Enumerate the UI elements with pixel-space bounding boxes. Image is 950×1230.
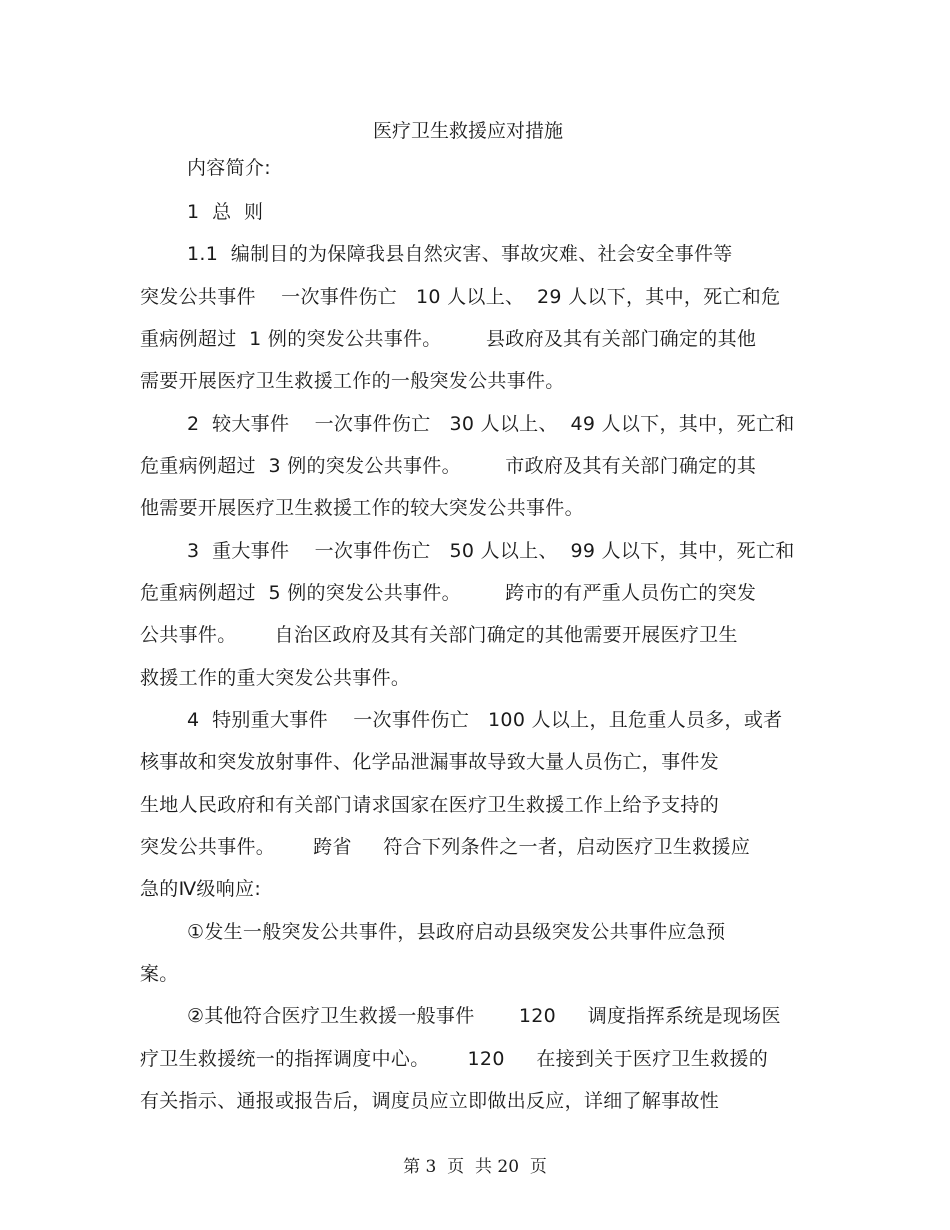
- text-line: 疗卫生救援统一的指挥调度中心。 120 在接到关于医疗卫生救援的: [140, 1048, 769, 1070]
- text-line: 需要开展医疗卫生救援工作的一般突发公共事件。: [140, 370, 565, 392]
- text-line: 突发公共事件 一次事件伤亡 10 人以上、 29 人以下，其中，死亡和危: [140, 286, 781, 308]
- text-line: 他需要开展医疗卫生救援工作的较大突发公共事件。: [140, 497, 584, 519]
- text-line: ①发生一般突发公共事件，县政府启动县级突发公共事件应急预: [187, 921, 726, 943]
- text-line: 救援工作的重大突发公共事件。: [140, 667, 411, 689]
- text-line: 危重病例超过 3 例的突发公共事件。 市政府及其有关部门确定的其: [140, 455, 757, 477]
- text-line: 1 总 则: [187, 201, 264, 223]
- text-line: 2 较大事件 一次事件伤亡 30 人以上、 49 人以下，其中，死亡和: [187, 413, 795, 435]
- text-line: 重病例超过 1 例的突发公共事件。 县政府及其有关部门确定的其他: [140, 328, 757, 350]
- page-number-footer: 第 3 页 共 20 页: [403, 1157, 547, 1177]
- text-line: ②其他符合医疗卫生救援一般事件 120 调度指挥系统是现场医: [187, 1005, 781, 1027]
- text-line: 有关指示、通报或报告后，调度员应立即做出反应，详细了解事故性: [140, 1090, 720, 1112]
- text-line: 案。: [140, 963, 179, 985]
- document-title: 医疗卫生救援应对措施: [372, 120, 563, 142]
- text-line: 公共事件。 自治区政府及其有关部门确定的其他需要开展医疗卫生: [140, 624, 738, 646]
- text-line: 核事故和突发放射事件、化学品泄漏事故导致大量人员伤亡，事件发: [140, 751, 720, 773]
- text-line: 4 特别重大事件 一次事件伤亡 100 人以上，且危重人员多，或者: [187, 709, 783, 731]
- text-line: 危重病例超过 5 例的突发公共事件。 跨市的有严重人员伤亡的突发: [140, 582, 757, 604]
- text-line: 1.1 编制目的为保障我县自然灾害、事故灾难、社会安全事件等: [187, 243, 733, 265]
- text-line: 生地人民政府和有关部门请求国家在医疗卫生救援工作上给予支持的: [140, 794, 720, 816]
- text-line: 急的Ⅳ级响应:: [140, 878, 262, 900]
- text-line: 内容简介:: [187, 157, 271, 179]
- text-line: 3 重大事件 一次事件伤亡 50 人以上、 99 人以下，其中，死亡和: [187, 540, 795, 562]
- text-line: 突发公共事件。 跨省 符合下列条件之一者，启动医疗卫生救援应: [140, 836, 751, 858]
